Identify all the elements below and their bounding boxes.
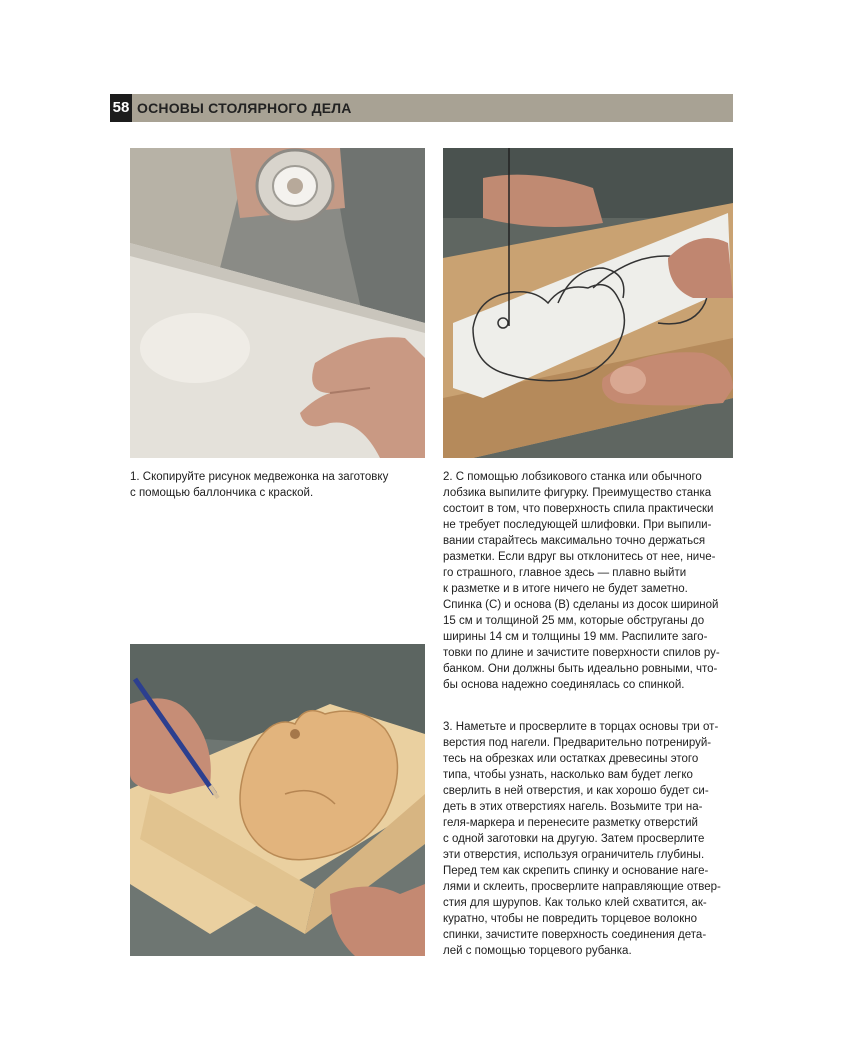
caption-line: деть в этих отверстиях нагель. Возьмите три на- — [443, 801, 703, 813]
photo-scroll-saw-image — [443, 148, 733, 458]
caption-line: с одной заготовки на другую. Затем просверлите — [443, 833, 705, 845]
caption-line: к разметке и в итоге ничего не будет заметно. — [443, 583, 688, 595]
caption-line: 1. Скопируйте рисунок медвежонка на заготовку — [130, 471, 389, 483]
caption-line: ширины 14 см и толщины 19 мм. Распилите заго- — [443, 631, 708, 643]
step-1-caption — [130, 469, 430, 501]
caption-line: не требует последующей шлифовки. При выпили- — [443, 519, 712, 531]
caption-line: типа, чтобы узнать, насколько вам будет легко — [443, 769, 693, 781]
caption-line: 15 см и толщиной 25 мм, которые обструганы до — [443, 615, 705, 627]
caption-line: разметки. Если вдруг вы отклонитесь от нее, ниче- — [443, 551, 716, 563]
caption-line: вании старайтесь максимально точно держаться — [443, 535, 706, 547]
caption-line: состоит в том, что поверхность спила практически — [443, 503, 714, 515]
page-header — [110, 94, 733, 122]
caption-line: лей с помощью торцевого рубанка. — [443, 945, 632, 957]
caption-line: го страшного, главное здесь — плавно выйти — [443, 567, 687, 579]
photo-marking-holes-image — [130, 644, 425, 956]
caption-line: куратно, чтобы не повредить торцевое волокно — [443, 913, 697, 925]
page-number: 58 — [110, 94, 132, 122]
caption-line: Спинка (С) и основа (В) сделаны из досок шириной — [443, 599, 719, 611]
caption-line: 2. С помощью лобзикового станка или обычного — [443, 471, 702, 483]
section-title: ОСНОВЫ СТОЛЯРНОГО ДЕЛА — [137, 100, 352, 116]
caption-line: верстия под нагели. Предварительно потренируй- — [443, 737, 712, 749]
photo-spray-paint-image — [130, 148, 425, 458]
photo-marking-holes — [130, 644, 425, 956]
caption-line: стия для шурупов. Как только клей схватится, ак- — [443, 897, 707, 909]
step-3-caption — [443, 719, 738, 959]
caption-line: спинки, зачистите поверхность соединения дета- — [443, 929, 707, 941]
caption-line: бы основа надежно соединялась со спинкой. — [443, 679, 685, 691]
caption-line: лобзика выпилите фигурку. Преимущество станка — [443, 487, 712, 499]
caption-line: сверлить в ней отверстия, и как хорошо будет си- — [443, 785, 709, 797]
caption-line: 3. Наметьте и просверлите в торцах основы три от- — [443, 721, 719, 733]
caption-line: товки по длине и зачистите поверхности спилов ру- — [443, 647, 720, 659]
caption-line: лями и склеить, просверлите направляющие отвер- — [443, 881, 721, 893]
photo-scroll-saw — [443, 148, 733, 458]
caption-line: геля-маркера и перенесите разметку отверстий — [443, 817, 698, 829]
caption-line: с помощью баллончика с краской. — [130, 487, 314, 499]
caption-line: эти отверстия, используя ограничитель глубины. — [443, 849, 705, 861]
photo-spray-paint — [130, 148, 425, 458]
caption-line: банком. Они должны быть идеально ровными, что- — [443, 663, 718, 675]
step-2-caption — [443, 469, 738, 693]
caption-line: тесь на обрезках или остатках древесины этого — [443, 753, 699, 765]
caption-line: Перед тем как скрепить спинку и основание наге- — [443, 865, 709, 877]
